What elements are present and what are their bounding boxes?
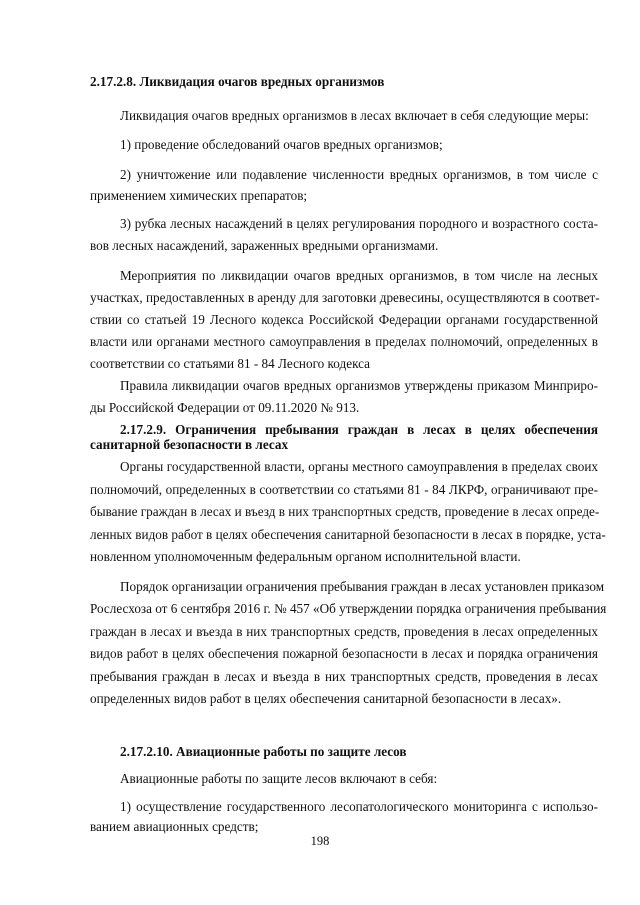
paragraph-line: новленном уполномоченным федеральным органом исполнительной власти.	[90, 549, 521, 564]
list-item-1: 1) осуществление государственного лесопатологического мониторинга с использо-	[120, 799, 598, 814]
paragraph-line: Ликвидация очагов вредных организмов в лесах включает в себя следующие меры:	[120, 108, 589, 123]
paragraph-line: пребывания граждан в лесах и въезда в них транспортных средств, проведения в лесах	[90, 669, 598, 684]
paragraph-line: граждан в лесах и въезда в них транспортных средств, проведения в лесах определенных	[90, 624, 598, 639]
list-item-3-cont: вов лесных насаждений, зараженных вредными организмами.	[90, 238, 439, 253]
paragraph-line: ленных видов работ в целях обеспечения санитарной безопасности в лесах в порядке, уста-	[90, 527, 606, 542]
paragraph-line: власти или органами местного самоуправления в пределах полномочий, определенных в	[90, 334, 598, 349]
page-number: 198	[310, 834, 330, 848]
paragraph-line: Органы государственной власти, органы местного самоуправления в пределах своих	[120, 459, 598, 474]
list-item-1-cont: ванием авиационных средств;	[90, 819, 259, 834]
paragraph-line: определенных видов работ в целях обеспечения санитарной безопасности в лесах».	[90, 691, 562, 706]
paragraph-line: Мероприятия по ликвидации очагов вредных организмов, в том числе на лесных	[120, 268, 598, 283]
section-heading-2-17-2-9: 2.17.2.9. Ограничения пребывания граждан в лесах в целях обеспечения	[120, 422, 598, 437]
list-item-2: 2) уничтожение или подавление численности вредных организмов, в том числе с	[120, 167, 598, 182]
list-item-2-cont: применением химических препаратов;	[90, 188, 308, 203]
paragraph-line: видов работ в целях обеспечения пожарной безопасности в лесах и порядка ограничения	[90, 646, 598, 661]
paragraph-line: Порядок организации ограничения пребывания граждан в лесах установлен приказом	[120, 579, 605, 594]
section-heading-2-17-2-10: 2.17.2.10. Авиационные работы по защите лесов	[120, 744, 407, 759]
paragraph-line: бывание граждан в лесах и въезд в них транспортных средств, проведение в лесах опреде-	[90, 504, 600, 519]
paragraph-line: ствии со статьей 19 Лесного кодекса Российской Федерации органами государственной	[90, 312, 598, 327]
paragraph-line: соответствии со статьями 81 - 84 Лесного кодекса	[90, 356, 371, 371]
list-item-3: 3) рубка лесных насаждений в целях регулирования породного и возрастного соста-	[120, 216, 598, 231]
list-item-1: 1) проведение обследований очагов вредных организмов;	[120, 137, 443, 152]
paragraph-line: Авиационные работы по защите лесов включают в себя:	[120, 771, 438, 786]
paragraph-line: Правила ликвидации очагов вредных организмов утверждены приказом Минприро-	[120, 378, 598, 393]
paragraph-line: ды Российской Федерации от 09.11.2020 № 913.	[90, 400, 360, 415]
section-heading-2-17-2-8: 2.17.2.8. Ликвидация очагов вредных организмов	[90, 74, 385, 89]
paragraph-line: Рослесхоза от 6 сентября 2016 г. № 457 «Об утверждении порядка ограничения пребывания	[90, 601, 607, 616]
paragraph-line: полномочий, определенных в соответствии со статьями 81 - 84 ЛКРФ, ограничивают пре-	[90, 482, 598, 497]
section-heading-2-17-2-9-cont: санитарной безопасности в лесах	[90, 437, 289, 452]
paragraph-line: участках, предоставленных в аренду для заготовки древесины, осуществляются в соответ-	[90, 290, 600, 305]
